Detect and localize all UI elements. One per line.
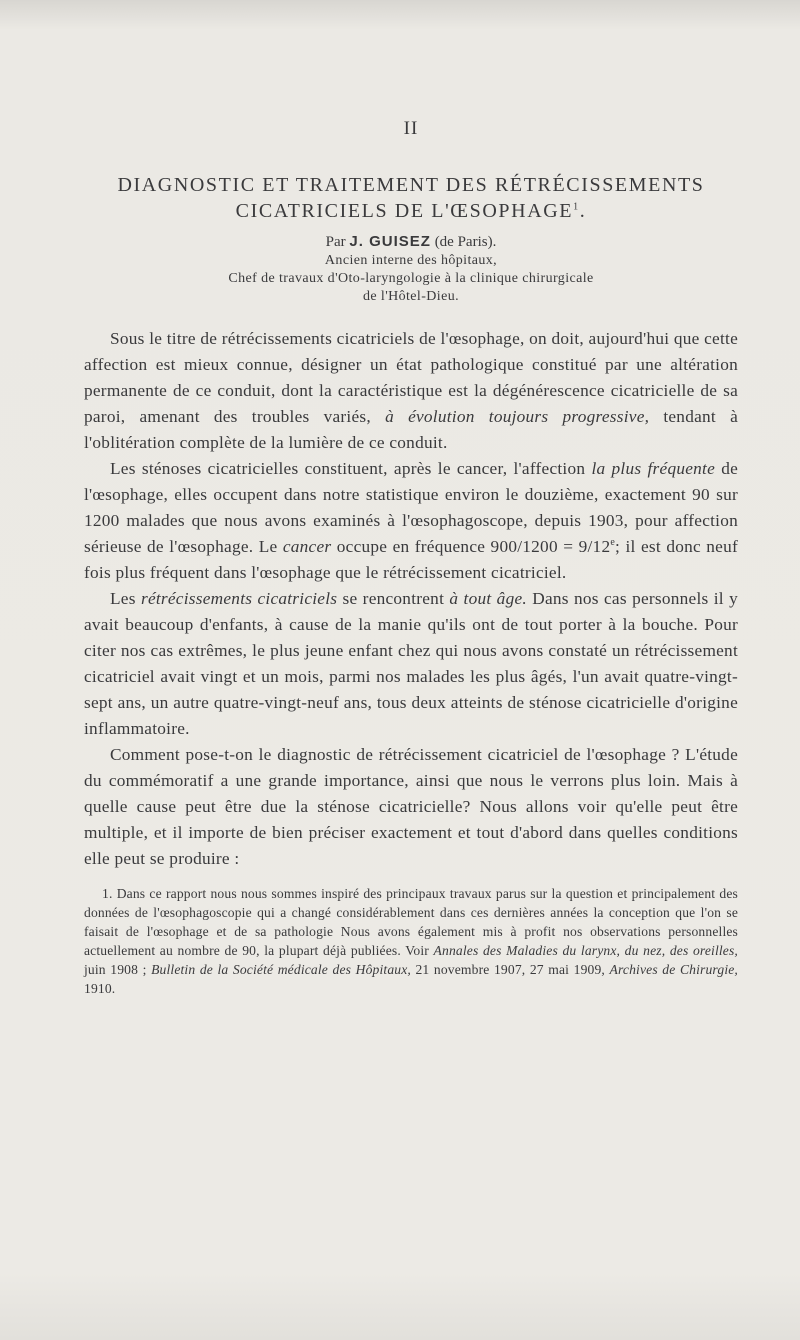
paragraph-4 bbox=[84, 742, 738, 872]
footnote-italic-1: Annales des Maladies du larynx, du nez, des oreilles, bbox=[433, 943, 738, 958]
p3-text-3: Dans nos cas personnels il y avait beaucoup d'enfants, à cause de la manie qu'ils ont de tout porter à la bouche. Pour citer nos cas extrêmes, le plus jeune enfant chez qui nous avons constaté un rétrécissement cicatriciel avait vingt et un mois, parmi nos malades les plus âgés, l'un avait quatre-vingt-sept ans, un autre quatre-vingt-neuf ans, tous deux atteints de sténose cicatricielle d'origine inflammatoire. bbox=[84, 589, 738, 738]
footnote-1 bbox=[84, 884, 738, 998]
p1-italic-1: à évolution toujours progressive, bbox=[385, 407, 650, 426]
p2-text-2: de l'œsophage, elles occupent dans notre statistique environ le douzième, exactement 90 sur 1200 malades que nous avons examinés à l'œsophagoscope, depuis 1903, pour affection sérieuse de l'œsophage. Le bbox=[84, 459, 738, 556]
footnote-text-4: 1910. bbox=[84, 981, 116, 996]
p1-text-2: tendant à l'oblitération complète de la lumière de ce conduit. bbox=[84, 407, 738, 452]
footnote-italic-3: Archives de Chirurgie, bbox=[609, 962, 738, 977]
paragraph-3 bbox=[84, 586, 738, 742]
affiliation-line-3: de l'Hôtel-Dieu. bbox=[362, 289, 459, 304]
paragraph-2 bbox=[84, 456, 738, 586]
article-title bbox=[84, 172, 738, 224]
footnote-italic-2: Bulletin de la Société médicale des Hôpitaux, bbox=[151, 962, 411, 977]
p3-text-1: Les bbox=[110, 589, 136, 608]
p2-text-4: ; il est donc neuf fois plus fréquent dans l'œsophage que le rétrécissement cicatriciel. bbox=[84, 537, 738, 582]
p1-text-1: Sous le titre de rétrécissements cicatriciels de l'œsophage, on doit, aujourd'hui que cette affection est mieux connue, désigner un état pathologique constitué par une altération permanente de ce conduit, dont la caractéristique est la dégénérescence cicatricielle de sa paroi, amenant des troubles variés, bbox=[84, 329, 738, 426]
p3-text-2: se rencontrent bbox=[342, 589, 445, 608]
p2-italic-2: cancer bbox=[282, 537, 332, 556]
paragraph-1 bbox=[84, 326, 738, 456]
title-suffix: . bbox=[579, 200, 587, 222]
p3-italic-1: rétrécissements cicatriciels bbox=[140, 589, 338, 608]
byline-prefix: Par bbox=[325, 234, 346, 250]
article-body bbox=[84, 326, 738, 872]
p3-italic-2: à tout âge. bbox=[449, 589, 527, 608]
page-content bbox=[84, 118, 738, 998]
author-affiliation bbox=[84, 252, 738, 306]
p2-text-3: occupe en fréquence 900/1200 = 9/12 bbox=[336, 537, 611, 556]
p2-superscript: e bbox=[610, 537, 616, 549]
byline bbox=[84, 232, 738, 252]
footnote-text-3: 21 novembre 1907, 27 mai 1909, bbox=[415, 962, 605, 977]
p2-italic-1: la plus fréquente bbox=[591, 459, 716, 478]
footnote bbox=[84, 884, 738, 998]
footnote-text-1: Dans ce rapport nous nous sommes inspiré des principaux travaux parus sur la question et principalement des données de l'œsophagoscopie qui a changé considérablement dans ces dernières années la conception que l'on se faisait de l'œsophage et de sa pathologie Nous avons également mis à profit nos observations personnelles actuellement au nombre de 90, la plupart déjà publiées. Voir bbox=[84, 886, 738, 958]
title-footnote-marker: 1 bbox=[573, 201, 580, 213]
p2-text-1: Les sténoses cicatricielles constituent, après le cancer, l'affection bbox=[110, 459, 586, 478]
title-line-1: DIAGNOSTIC ET TRAITEMENT DES RÉTRÉCISSEMENTS bbox=[117, 174, 705, 196]
page-number: II bbox=[403, 118, 419, 139]
affiliation-line-1: Ancien interne des hôpitaux, bbox=[324, 253, 498, 268]
title-line-2: CICATRICIELS DE L'ŒSOPHAGE bbox=[235, 200, 574, 222]
author-location: (de Paris). bbox=[434, 234, 497, 250]
p4-text-1: Comment pose-t-on le diagnostic de rétrécissement cicatriciel de l'œsophage ? L'étude du commémoratif a une grande importance, ainsi que nous le verrons plus loin. Mais à quelle cause peut être due la sténose cicatricielle? Nous allons voir qu'elle peut être multiple, et il importe de bien préciser exactement et tout d'abord dans quelles conditions elle peut se produire : bbox=[84, 745, 738, 868]
footnote-text-2: juin 1908 ; bbox=[84, 962, 147, 977]
affiliation-line-2: Chef de travaux d'Oto-laryngologie à la clinique chirurgicale bbox=[228, 271, 594, 286]
author-name: J. GUISEZ bbox=[349, 233, 431, 250]
footnote-marker: 1. bbox=[102, 886, 113, 901]
